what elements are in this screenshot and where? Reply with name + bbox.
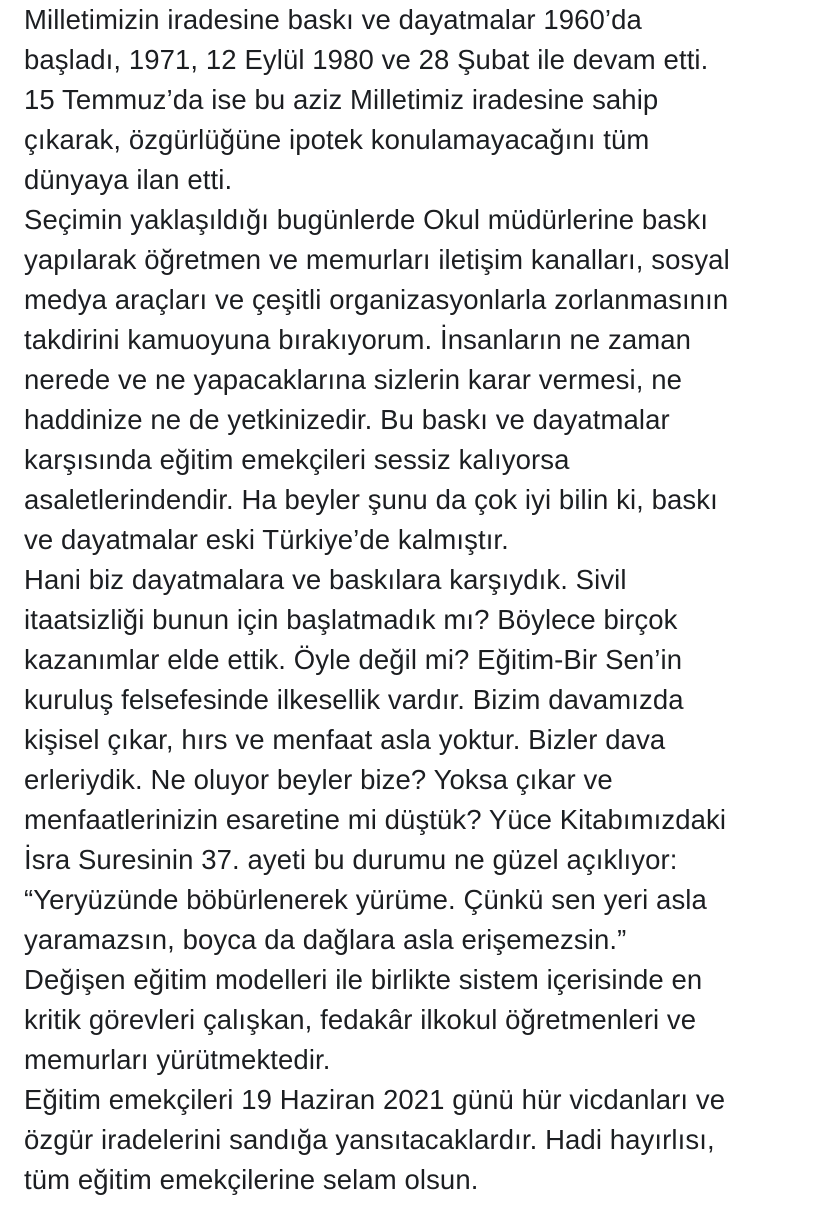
post-line: çıkarak, özgürlüğüne ipotek konulamayacağını tüm xyxy=(24,124,650,155)
post-line: kuruluş felsefesinde ilkesellik vardır. Bizim davamızda xyxy=(24,684,684,715)
post-line: medya araçları ve çeşitli organizasyonlarla zorlanmasının xyxy=(24,284,729,315)
post-line: itaatsizliği bunun için başlatmadık mı? Böylece birçok xyxy=(24,604,678,635)
post-line: kritik görevleri çalışkan, fedakâr ilkokul öğretmenleri ve xyxy=(24,1004,697,1035)
post-line: ve dayatmalar eski Türkiye’de kalmıştır. xyxy=(24,524,509,555)
post-line: takdirini kamuoyuna bırakıyorum. İnsanların ne zaman xyxy=(24,324,692,355)
post-line: 15 Temmuz’da ise bu aziz Milletimiz iradesine sahip xyxy=(24,84,659,115)
post-line: özgür iradelerini sandığa yansıtacaklardır. Hadi hayırlısı, xyxy=(24,1124,715,1155)
post-line: karşısında eğitim emekçileri sessiz kalıyorsa xyxy=(24,444,570,475)
post-line: “Yeryüzünde böbürlenerek yürüme. Çünkü sen yeri asla xyxy=(24,884,707,915)
post-line: yaramazsın, boyca da dağlara asla erişemezsin.” xyxy=(24,924,627,955)
post-line: dünyaya ilan etti. xyxy=(24,164,233,195)
post-line: memurları yürütmektedir. xyxy=(24,1044,331,1075)
post-line: menfaatlerinizin esaretine mi düştük? Yüce Kitabımızdaki xyxy=(24,804,727,835)
post-line: Değişen eğitim modelleri ile birlikte sistem içerisinde en xyxy=(24,964,703,995)
post-line: yapılarak öğretmen ve memurları iletişim kanalları, sosyal xyxy=(24,244,730,275)
post-line: tüm eğitim emekçilerine selam olsun. xyxy=(24,1164,479,1195)
post-line: Milletimizin iradesine baskı ve dayatmalar 1960’da xyxy=(24,4,642,35)
post-line: kazanımlar elde ettik. Öyle değil mi? Eğitim-Bir Sen’in xyxy=(24,644,683,675)
post-line: asaletlerindendir. Ha beyler şunu da çok iyi bilin ki, baskı xyxy=(24,484,718,515)
post-line: Seçimin yaklaşıldığı bugünlerde Okul müdürlerine baskı xyxy=(24,204,709,235)
post-line: erleriydik. Ne oluyor beyler bize? Yoksa çıkar ve xyxy=(24,764,613,795)
post-line: Hani biz dayatmalara ve baskılara karşıydık. Sivil xyxy=(24,564,627,595)
post-line: nerede ve ne yapacaklarına sizlerin karar vermesi, ne xyxy=(24,364,682,395)
post-line: başladı, 1971, 12 Eylül 1980 ve 28 Şubat ile devam etti. xyxy=(24,44,709,75)
post-line: kişisel çıkar, hırs ve menfaat asla yoktur. Bizler dava xyxy=(24,724,666,755)
post-text xyxy=(24,0,824,1200)
post-line: haddinize ne de yetkinizedir. Bu baskı ve dayatmalar xyxy=(24,404,670,435)
post-line: İsra Suresinin 37. ayeti bu durumu ne güzel açıklıyor: xyxy=(24,844,678,875)
post-line: Eğitim emekçileri 19 Haziran 2021 günü hür vicdanları ve xyxy=(24,1084,726,1115)
